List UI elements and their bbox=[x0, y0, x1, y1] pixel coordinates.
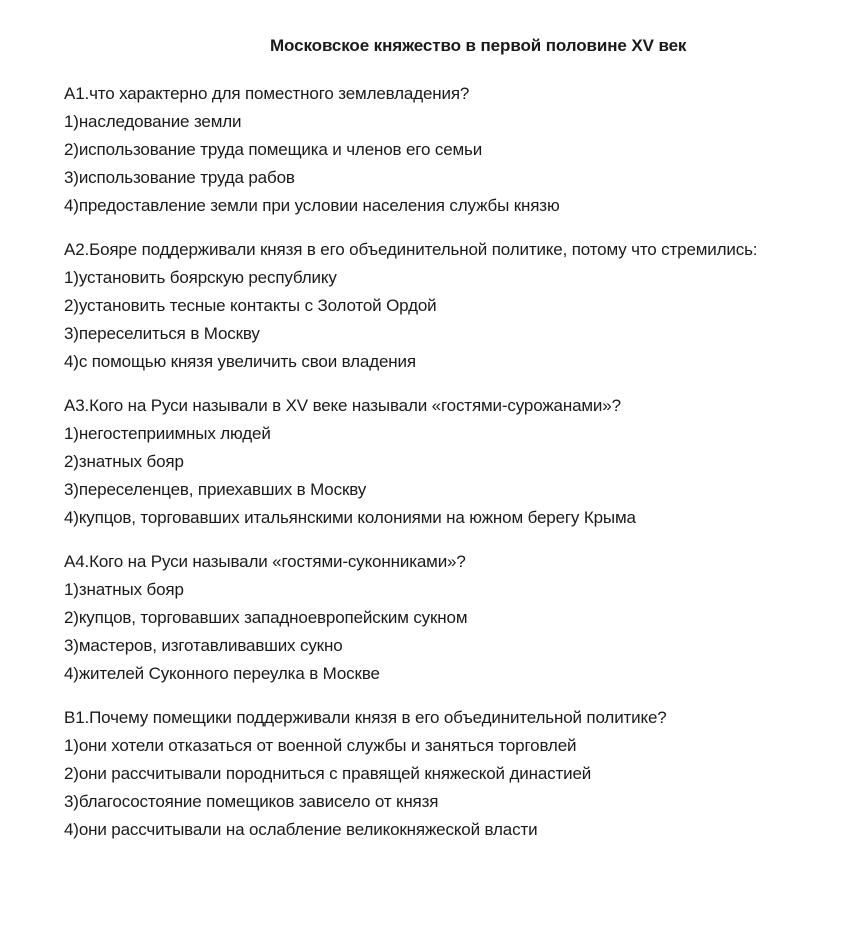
answer-option: 4)предоставление земли при условии населения службы князю bbox=[64, 196, 560, 215]
question-b1 bbox=[64, 704, 844, 844]
answer-option: 1)негостеприимных людей bbox=[64, 424, 271, 443]
answer-option: 2)они рассчитывали породниться с правящей княжеской династией bbox=[64, 764, 592, 783]
answer-option: 2)знатных бояр bbox=[64, 452, 184, 471]
question-prompt: А4.Кого на Руси называли «гостями-суконниками»? bbox=[64, 552, 466, 571]
answer-option: 2)использование труда помещика и членов его семьи bbox=[64, 140, 483, 159]
question-prompt: А1.что характерно для поместного землевладения? bbox=[64, 84, 470, 103]
answer-option: 4)жителей Суконного переулка в Москве bbox=[64, 664, 380, 683]
answer-option: 4)с помощью князя увеличить свои владения bbox=[64, 352, 416, 371]
answer-option: 3)мастеров, изготавливавших сукно bbox=[64, 636, 343, 655]
answer-option: 4)они рассчитывали на ослабление великокняжеской власти bbox=[64, 820, 538, 839]
question-a4 bbox=[64, 548, 844, 688]
answer-option: 1)знатных бояр bbox=[64, 580, 184, 599]
answer-option: 1)наследование земли bbox=[64, 112, 242, 131]
question-prompt: А3.Кого на Руси называли в XV веке называли «гостями-сурожанами»? bbox=[64, 396, 621, 415]
answer-option: 3)использование труда рабов bbox=[64, 168, 295, 187]
question-prompt: В1.Почему помещики поддерживали князя в его объединительной политике? bbox=[64, 708, 667, 727]
answer-option: 1)они хотели отказаться от военной службы и заняться торговлей bbox=[64, 736, 577, 755]
answer-option: 4)купцов, торговавших итальянскими колониями на южном берегу Крыма bbox=[64, 508, 636, 527]
question-a2 bbox=[64, 236, 844, 376]
page-title: Московское княжество в первой половине XV век bbox=[270, 36, 687, 55]
question-a3 bbox=[64, 392, 844, 532]
answer-option: 3)переселиться в Москву bbox=[64, 324, 260, 343]
answer-option: 2)установить тесные контакты с Золотой Ордой bbox=[64, 296, 437, 315]
question-prompt: А2.Бояре поддерживали князя в его объединительной политике, потому что стремились: bbox=[64, 240, 758, 259]
answer-option: 3)благосостояние помещиков зависело от князя bbox=[64, 792, 439, 811]
answer-option: 2)купцов, торговавших западноевропейским сукном bbox=[64, 608, 468, 627]
answer-option: 3)переселенцев, приехавших в Москву bbox=[64, 480, 367, 499]
answer-option: 1)установить боярскую республику bbox=[64, 268, 337, 287]
question-a1 bbox=[64, 80, 844, 220]
question-list bbox=[64, 80, 844, 860]
